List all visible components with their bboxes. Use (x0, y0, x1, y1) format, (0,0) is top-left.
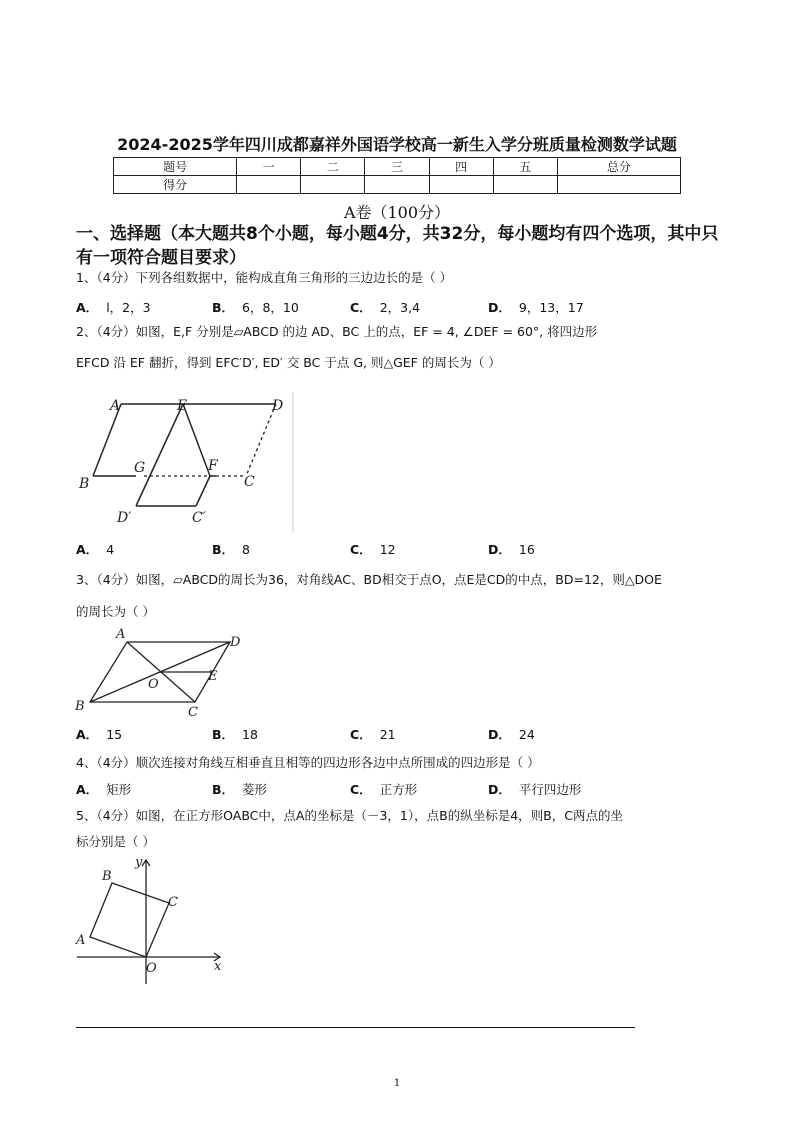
fig-label: E (177, 398, 188, 414)
fig-label: A (76, 933, 86, 948)
footer-rule (76, 1027, 635, 1028)
fig-label: C (188, 705, 198, 720)
option-b: B． 菱形 (212, 782, 268, 797)
question-1-stem: 1、（4分）下列各组数据中，能构成直角三角形的三边边长的是（ ） (76, 270, 453, 285)
page-number: 1 (393, 1078, 401, 1089)
score-blank-cell (301, 176, 365, 194)
question-4-stem: 4、（4分）顺次连接对角线互相垂直且相等的四边形各边中点所围成的四边形是（ ） (76, 755, 540, 770)
section-heading: 一、选择题（本大题共8个小题，每小题4分，共32分，每小题均有四个选项，其中只有一项符合题目要求） (76, 224, 719, 268)
score-cell: 得分 (114, 176, 237, 194)
score-cell: 四 (429, 158, 493, 176)
fig-label: A (116, 627, 126, 642)
fig-label: D (230, 635, 241, 650)
option-a: A． 15 (76, 727, 123, 742)
score-cell: 二 (301, 158, 365, 176)
question-3-stem-line2: 的周长为（ ） (76, 604, 155, 619)
fig-label: A (110, 398, 121, 414)
score-cell: 题号 (114, 158, 237, 176)
fig-label: E (208, 669, 218, 684)
question-2-stem-line1: 2、（4分）如图，E,F 分别是▱ABCD 的边 AD、BC 上的点，EF = 4, ∠DEF = 60°, 将四边形 (76, 324, 598, 339)
fig-label: F (208, 458, 218, 474)
fig-label: B (102, 869, 112, 884)
paper-section-title: A卷（100分） (343, 203, 451, 222)
option-c: C． 12 (350, 542, 396, 557)
fig-label: C′ (192, 510, 206, 526)
option-d: D． 16 (488, 542, 535, 557)
score-blank-cell (557, 176, 680, 194)
exam-title: 2024-2025学年四川成都嘉祥外国语学校高一新生入学分班质量检测数学试题 (117, 135, 677, 154)
fig-label: B (75, 699, 85, 714)
score-table-header-row (114, 158, 681, 176)
score-blank-cell (493, 176, 557, 194)
score-cell: 总分 (557, 158, 680, 176)
question-2-stem-line2: EFCD 沿 EF 翻折，得到 EFC′D′, ED′ 交 BC 于点 G, 则△GEF 的周长为（ ） (76, 355, 501, 370)
score-blank-cell (429, 176, 493, 194)
fig-label: C (244, 474, 255, 490)
fig-label: D′ (117, 510, 132, 526)
question-5-figure (72, 854, 232, 994)
option-c: C． 2，3,4 (350, 300, 421, 315)
fig-label: y (135, 855, 143, 870)
score-cell: 五 (493, 158, 557, 176)
option-a: A． l，2，3 (76, 300, 151, 315)
fig-label: O (146, 961, 157, 976)
fig-label: D (272, 398, 284, 414)
option-c: C． 正方形 (350, 782, 418, 797)
fig-label: O (148, 677, 159, 692)
option-a: A． 4 (76, 542, 115, 557)
option-a: A． 矩形 (76, 782, 132, 797)
option-b: B． 6，8，10 (212, 300, 299, 315)
fig-label: G (134, 460, 146, 476)
score-cell: 一 (237, 158, 301, 176)
option-d: D． 平行四边形 (488, 782, 582, 797)
option-b: B． 18 (212, 727, 258, 742)
fig-label: B (79, 476, 90, 492)
score-blank-cell (237, 176, 301, 194)
question-5-stem-line2: 标分别是（ ） (76, 834, 155, 849)
option-d: D． 9，13，17 (488, 300, 584, 315)
score-table (113, 157, 681, 194)
question-3-figure (72, 626, 252, 722)
option-b: B． 8 (212, 542, 250, 557)
score-blank-cell (365, 176, 429, 194)
option-c: C． 21 (350, 727, 396, 742)
score-table-score-row (114, 176, 681, 194)
fig-label: x (214, 959, 222, 974)
score-cell: 三 (365, 158, 429, 176)
question-3-stem-line1: 3、（4分）如图，▱ABCD的周长为36，对角线AC、BD相交于点O，点E是CD的中点，BD=12，则△DOE (76, 572, 662, 587)
question-5-stem-line1: 5、（4分）如图，在正方形OABC中，点A的坐标是（－3，1），点B的纵坐标是4，则B，C两点的坐 (76, 808, 623, 823)
fig-label: C (168, 895, 178, 910)
option-d: D． 24 (488, 727, 535, 742)
question-2-figure (76, 392, 296, 532)
